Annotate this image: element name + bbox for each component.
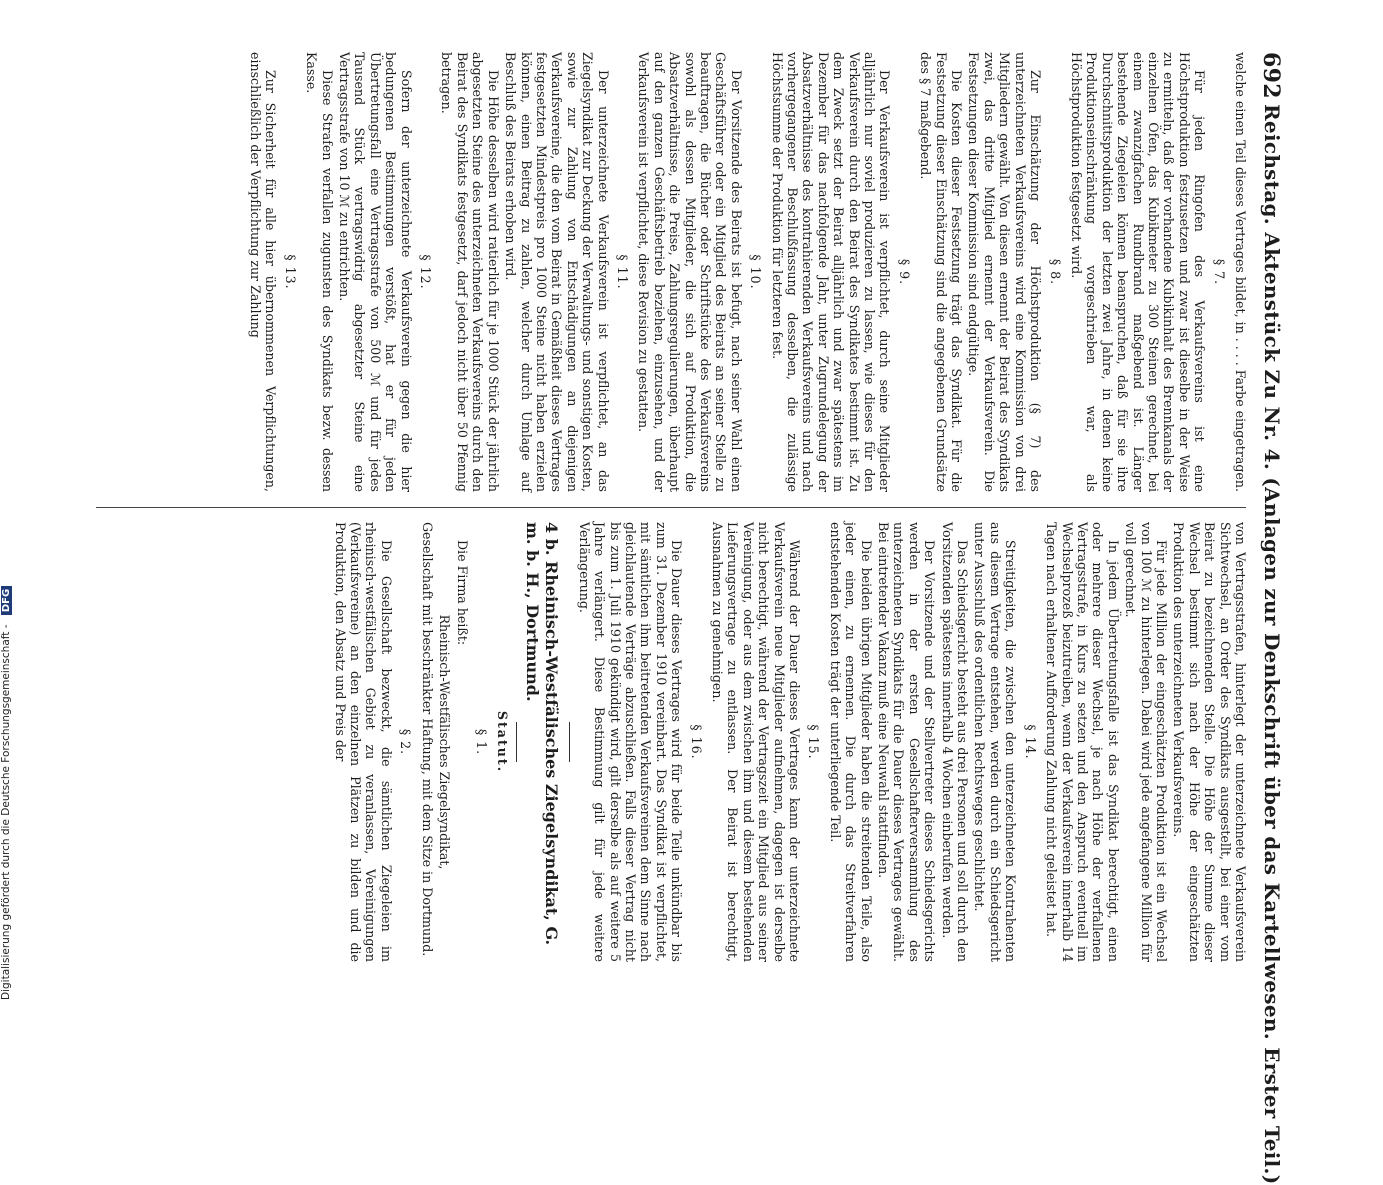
right-column [330,522,1248,962]
paragraph: Der Vorsitzende des Beirats ist befugt, nach seiner Wahl einen Geschäftsführer oder ein Mitglied des Beirats an seiner Stelle zu beauftragen, die Bücher oder Schriftstücke des Verkaufsvereins sowohl als dessen Mitglieder, die sich auf Produktion, die Absatzverhältnisse, die Preise, Zahlungsregulierungen, überhaupt auf den ganzen Geschäftsbetrieb beziehen, einzusehen, und der Verkaufsverein ist verpflichtet, diese Revision zu gestatten. [636,52,744,492]
separator-rule [569,722,570,762]
paragraph: Gesellschaft mit beschränkter Haftung, mit dem Sitze in Dortmund. [419,522,435,957]
section-heading: § 13. [282,254,298,290]
paragraph: Die Höhe desselben wird ratierlich für je 1000 Stück der jährlich abgesetzten Steine des unterzeichneten Verkaufsvereins durch den Beirat des Syndikats festgesetzt, darf jedoch nicht über 50 Pfennig betragen. [439,52,501,492]
paragraph: Streitigkeiten, die zwischen den unterzeichneten Kontrahenten aus diesem Vertrage entstehen, werden durch ein Schiedsgericht unter Ausschluß des ordentlichen Rechtsweges geschlichtet. [972,522,1019,962]
section-heading: § 8. [1047,258,1063,286]
document-page [90,52,1286,1185]
paragraph: Die Firma heißt: [454,540,470,646]
document-subtitle: 4 b. Rheinisch-Westfälisches Ziegelsyndikat, G. m. b. H., Dortmund. [523,522,562,946]
paragraph: Diese Strafen verfallen zugunsten des Syndikats bezw. dessen Kasse. [304,52,335,492]
paragraph: Das Schiedsgericht besteht aus drei Personen und soll durch den Vorsitzenden spätestens innerhalb 4 Wochen einberufen werden. [939,522,971,962]
page-header [1254,52,1286,1185]
company-name: Rheinisch-Westfälisches Ziegelsyndikat, [437,614,453,870]
paragraph: Der Verkaufsverein ist verpflichtet, durch seine Mitglieder alljährlich nur soviel produzieren zu lassen, wie dieses für den Verkaufsverein durch den Beirat des Syndikates bestimmt ist. Zu dem Zweck setzt der Beirat alljährlich und zwar spätestens im Dezember für das nachfolgende Jahr, unter Zugrundelegung der Absatzverhältnisse des kontrahierenden Verkaufsvereins und nach vorhergegangener Beschlußfassung desselben, die zulässige Höchstsumme der Produktion für letzteren fest. [769,52,893,492]
section-heading: § 7. [1211,258,1227,286]
paragraph: Für jede Million der eingeschätzten Produktion ist ein Wechsel von 100 ℳ zu hinterlegen. Dabei wird jede angefangene Million für voll gerechnet. [1123,522,1169,962]
paragraph: Die Dauer dieses Vertrages wird für beide Teile unkündbar bis zum 31. Dezember 1910 vereinbart. Das Syndikat ist verpflichtet, mit sämtlichen ihm beitretenden Verkaufsvereinen dem Sinne nach gleichlautende Verträge abzuschließen. Falls dieser Vertrag nicht bis zum 1. Juli 1910 gekündigt wird, gilt derselbe als auf weitere 5 Jahre verlängert. Diese Bestimmung gilt für jede weitere Verlängerung. [576,522,685,962]
paragraph: Sofern der unterzeichnete Verkaufsverein gegen die hier bedungenen Bestimmungen verstößt, hat er für jeden Übertretungsfall eine Vertragsstrafe von 500 ℳ und für jedes Tausend Stück vertragswidrig abgesetzter Steine eine Vertragsstrafe von 10 ℳ zu entrichten. [337,52,414,492]
left-column [246,52,1248,492]
separator-rule [516,722,517,762]
section-heading: § 11. [614,254,630,290]
paragraph: Die beiden übrigen Mitglieder haben die streitenden Teile, also jeder einen, zu ernennen. Die durch das Streitverfahren entstehenden Kosten trägt der unterliegende Teil. [827,522,874,962]
dfg-logo: DFG [1,586,12,615]
section-heading: § 12. [418,254,434,290]
section-heading: § 9. [896,258,912,286]
paragraph: Für jeden Ringofen des Verkaufsvereins ist eine Höchstproduktion festzusetzen und zwar ist dieselbe in der Weise zu ermitteln, daß der vorhandene Kubikinhalt des Brennkanals der einzelnen Öfen, das Kubikmeter zu 300 Steinen gerechnet, bei einem zwanzigfachen Rundbrand maßgebend ist. Länger bestehende Ziegeleien können beanspruchen, daß für sie ihre Durchschnittsproduktion der letzten zwei Jahre, in denen keine Produktionseinschränkung vorgeschrieben war, als Höchstproduktion festgesetzt wird. [1068,52,1208,492]
statute-heading: Statut. [495,710,511,774]
paragraph: Der unterzeichnete Verkaufsverein ist verpflichtet, an das Ziegelsyndikat zur Deckung der Verwaltungs- und sonstigen Kosten, sowie zur Zahlung von Entschädigungen an diejenigen Verkaufsvereine, die den vom Beirat in Gemäßheit dieses Vertrages festgesetzten Mindestpreis pro 1000 Steine nicht haben erzielen können, einen Beitrag zu zahlen, welcher durch Umlage auf Beschluß des Beirats erhoben wird. [503,52,611,492]
paragraph: welche einen Teil dieses Vertrages bildet, in . . . . Farbe eingetragen. [1233,52,1248,492]
section-heading: § 1. [473,728,489,756]
page-title: Reichstag. Aktenstück Zu Nr. 4. (Anlagen zur Denkschrift über das Kartellwesen. Erster Teil.) [1260,104,1284,1185]
paragraph: Der Vorsitzende und der Stellvertreter dieses Schiedsgerichts werden in der ersten Gesellschafterversammlung des unterzeichneten Syndikats für die Dauer dieses Vertrages gewählt. Bei eintretender Vakanz muß eine Neuwahl stattfinden. [876,522,938,962]
paragraph: Während der Dauer dieses Vertrages kann der unterzeichnete Verkaufsverein neue Mitglieder aufnehmen, dagegen ist derselbe nicht berechtigt, während der Vertragszeit ein Mitglied aus seiner Vereinigung, oder aus dem zwischen ihm und diesem bestehenden Lieferungsvertrage zu entlassen. Der Beirat ist berechtigt, Ausnahmen zu genehmigen. [710,522,803,962]
page-number: 692 [1258,52,1284,99]
paragraph: Die Gesellschaft bezweckt, die sämtlichen Ziegeleien im rheinisch-westfälischen Gebiet zu veranlassen, Vereinigungen (Verkaufsvereine) an den einzelnen Plätzen zu bilden und die Produktion, den Absatz und Preis der [332,522,394,962]
paragraph: Die Kosten dieser Festsetzung trägt das Syndikat. Für die Festsetzung dieser Einschätzung sind die angegebenen Grundsätze des § 7 maßgebend. [918,52,965,492]
paragraph: In jedem Übertretungsfalle ist das Syndikat berechtigt, einen oder mehrere dieser Wechsel, je nach Höhe der verfallenen Vertragsstrafe, in Kurs zu setzen und den Anspruch eventuell im Wechselprozeß beizutreiben, wenn der Verkaufsverein innerhalb 14 Tagen nach erhaltener Aufforderung Zahlung nicht geleistet hat. [1044,522,1121,962]
credit-text: Digitalisierung gefördert durch die Deutsche Forschungsgemeinschaft - [0,624,12,1000]
section-heading: § 16. [688,724,704,760]
section-heading: § 2. [398,728,414,756]
paragraph: Zur Sicherheit für alle hier übernommenen Verpflichtungen, einschließlich der Verpflichtung zur Zahlung [248,52,279,492]
section-heading: § 10. [748,254,764,290]
section-heading: § 15. [806,724,822,760]
digitization-credit [0,0,14,1000]
section-heading: § 14. [1022,724,1038,760]
paragraph: Zur Einschätzung der Höchstproduktion (§ 7) des unterzeichneten Verkaufsvereins wird eine Kommission von drei Mitgliedern gewählt. Von diesen ernennt der Beirat des Syndikats zwei, das dritte Mitglied ernennt der Verkaufsverein. Die Festsetzungen dieser Kommission sind endgültige. [966,52,1044,492]
column-divider [96,507,1246,508]
paragraph: von Vertragsstrafen, hinterlegt der unterzeichnete Verkaufsverein Sichtwechsel, an Order des Syndikats ausgestellt, bei einer vom Beirat zu bezeichnenden Stelle. Die Höhe der Summe dieser Wechsel bestimmt sich nach der Höhe der eingeschätzten Produktion des unterzeichneten Verkaufsvereins. [1171,522,1248,962]
